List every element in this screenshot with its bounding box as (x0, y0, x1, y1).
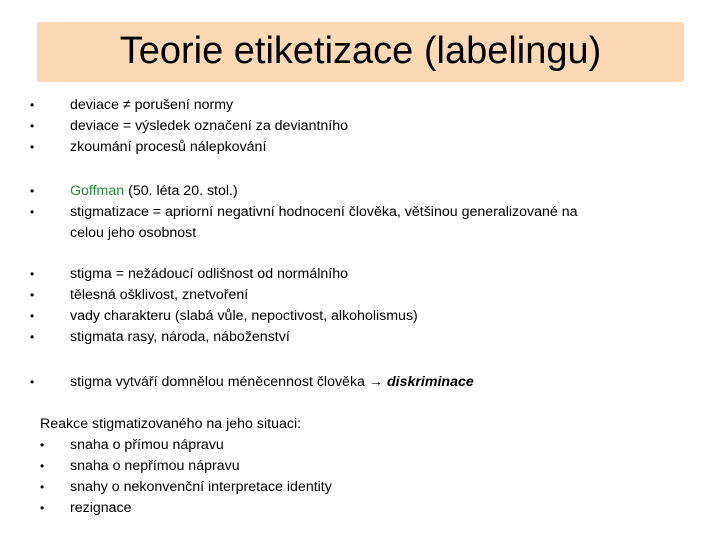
reactions-heading: Reakce stigmatizovaného na jeho situaci: (40, 416, 302, 432)
item-text: (50. léta 20. stol.) (124, 183, 238, 199)
emphasis-text: diskriminace (387, 374, 474, 390)
bullet-icon: • (30, 205, 35, 219)
item-text-continued: celou jeho osobnost (70, 225, 197, 241)
bullet-group-2 (30, 181, 690, 244)
item-text: deviace ≠ porušení normy (70, 97, 234, 113)
bullet-icon: • (30, 375, 35, 389)
bullet-icon: • (40, 501, 45, 515)
list-item (30, 202, 690, 244)
list-item (30, 372, 690, 393)
reactions-section (40, 414, 700, 519)
list-item (30, 95, 690, 116)
bullet-icon: • (30, 119, 35, 133)
list-item (40, 456, 700, 477)
item-text: zkoumání procesů nálepkování (70, 139, 267, 155)
list-item (30, 285, 690, 306)
item-text: deviace = výsledek označení za deviantního (70, 118, 349, 134)
slide-title: Teorie etiketizace (labelingu) (119, 30, 602, 72)
list-item (40, 498, 700, 519)
item-text: rezignace (70, 500, 132, 516)
bullet-icon: • (30, 288, 35, 302)
item-text: stigmata rasy, národa, náboženství (70, 329, 290, 345)
item-text: tělesná ošklivost, znetvoření (70, 287, 249, 303)
bullet-icon: • (40, 480, 45, 494)
bullet-group-3 (30, 264, 690, 348)
item-text: snaha o nepřímou nápravu (70, 458, 240, 474)
item-text: stigmatizace = apriorní negativní hodnocení člověka, většinou generalizované na (70, 204, 578, 220)
item-text: stigma vytváří domnělou méněcennost člověka → (70, 374, 388, 390)
item-text: stigma = nežádoucí odlišnost od normálního (70, 266, 349, 282)
bullet-group-1 (30, 95, 690, 158)
goffman-name: Goffman (70, 183, 125, 199)
list-item (30, 137, 690, 158)
bullet-icon: • (30, 309, 35, 323)
bullet-icon: • (40, 438, 45, 452)
list-item (30, 181, 690, 202)
bullet-group-4 (30, 372, 690, 393)
list-item (40, 435, 700, 456)
item-text: snahy o nekonvenční interpretace identity (70, 479, 332, 495)
bullet-icon: • (30, 267, 35, 281)
list-item (30, 327, 690, 348)
bullet-icon: • (30, 140, 35, 154)
list-item (30, 116, 690, 137)
list-item (40, 477, 700, 498)
bullet-icon: • (40, 459, 45, 473)
list-item (30, 306, 690, 327)
item-text: snaha o přímou nápravu (70, 437, 224, 453)
list-item (30, 264, 690, 285)
bullet-icon: • (30, 184, 35, 198)
item-text: vady charakteru (slabá vůle, nepoctivost, alkoholismus) (70, 308, 418, 324)
bullet-icon: • (30, 98, 35, 112)
bullet-icon: • (30, 330, 35, 344)
